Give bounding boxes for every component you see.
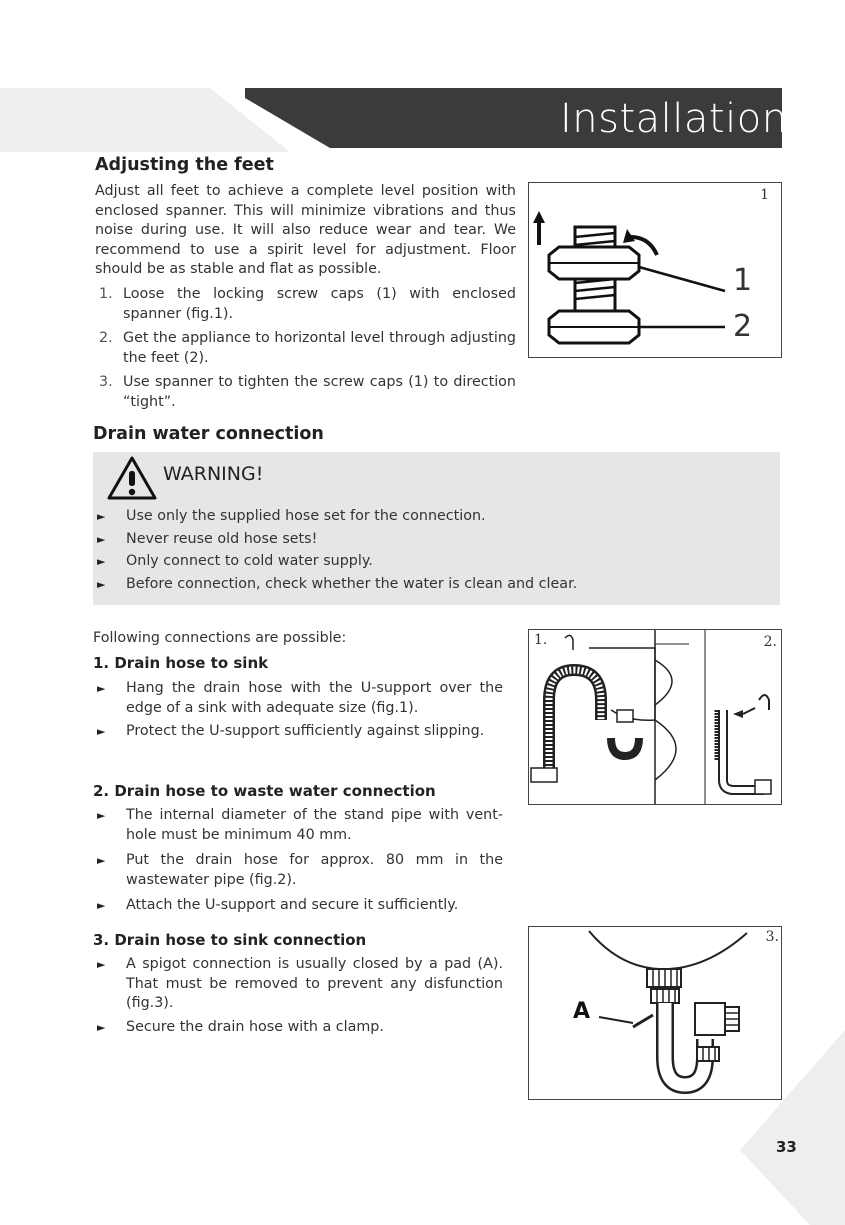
figure-adjusting-feet (528, 182, 782, 358)
feet-steps-list (95, 285, 516, 417)
callout-2: 2 (733, 309, 753, 344)
page-title: Installation (560, 96, 788, 142)
figure-label-3: 3. (765, 929, 779, 945)
section-heading-feet: Adjusting the feet (95, 155, 274, 175)
list-item: 2. Get the appliance to horizontal level through adjusting the feet (2). (99, 330, 516, 366)
list-item: 1. Loose the locking screw caps (1) with enclosed spanner (fig.1). (99, 286, 516, 322)
option-1-list (93, 679, 503, 742)
option-3-list (93, 955, 503, 1037)
list-item: ► Secure the drain hose with a clamp. (97, 1018, 384, 1035)
page-number: 33 (776, 1138, 797, 1156)
option-2-list (93, 806, 503, 916)
siphon-illustration (529, 927, 781, 1099)
warning-title: WARNING! (163, 463, 264, 485)
callout-1: 1 (733, 263, 753, 298)
list-item: ► Put the drain hose for approx. 80 mm in the wastewater pipe (fig.2). (97, 852, 503, 888)
option-1-title: 1. Drain hose to sink (93, 654, 269, 672)
warning-triangle-icon (106, 455, 158, 501)
list-item: ► Hang the drain hose with the U-support over the edge of a sink with adequate size (fig.1). (97, 680, 503, 716)
list-item: ► A spigot connection is usually closed by a pad (A). That must be removed to prevent any disfunction (fig.3). (97, 956, 503, 1011)
list-item: ► Attach the U-support and secure it sufficiently. (97, 897, 459, 913)
list-item: ► The internal diameter of the stand pipe with vent-hole must be minimum 40 mm. (97, 807, 503, 843)
feet-intro-text: Adjust all feet to achieve a complete level position with enclosed spanner. This will minimize vibrations and thus noise during use. It will also reduce wear and tear. We recommend to use a spirit level for adjustment. Floor should be as stable and flat as possible. (95, 183, 516, 277)
figure-sink-connection (528, 926, 782, 1100)
list-item: ► Use only the supplied hose set for the connection. (97, 508, 486, 524)
list-item: ► Only connect to cold water supply. (97, 553, 373, 569)
list-item: ► Protect the U-support sufficiently against slipping. (97, 723, 485, 739)
figure-label-2: 2. (763, 634, 777, 650)
warning-list (93, 507, 773, 594)
list-item: ► Before connection, check whether the water is clean and clear. (97, 575, 578, 592)
figure-label-1: 1. (534, 632, 548, 648)
option-2-title: 2. Drain hose to waste water connection (93, 782, 436, 800)
list-item: ► Never reuse old hose sets! (97, 530, 318, 547)
drain-intro-text: Following connections are possible: (93, 630, 347, 646)
list-item: 3. Use spanner to tighten the screw caps (1) to direction “tight”. (99, 374, 516, 410)
callout-a: A (573, 999, 591, 1024)
option-3-title: 3. Drain hose to sink connection (93, 931, 367, 949)
figure-drain-hose-1-2 (528, 629, 782, 805)
drain-hose-illustration (529, 630, 781, 804)
section-heading-drain: Drain water connection (93, 424, 324, 444)
figure-number: 1 (760, 187, 769, 203)
